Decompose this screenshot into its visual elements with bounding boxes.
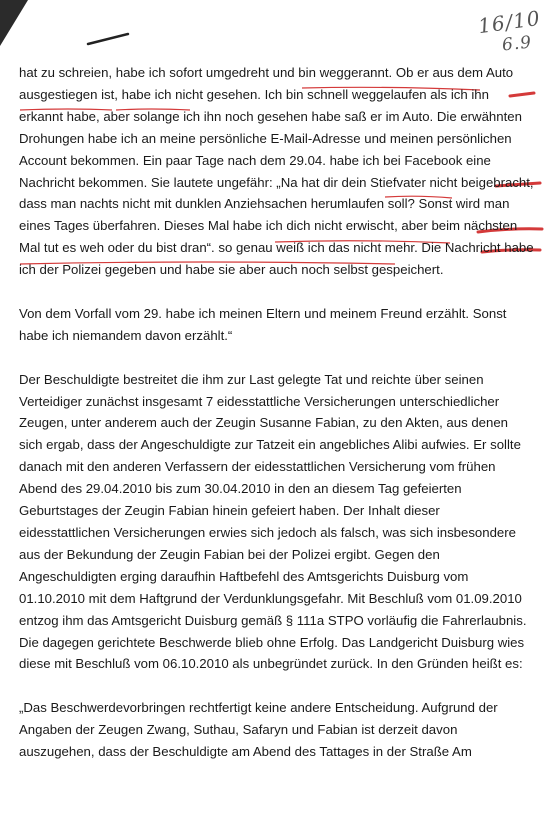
handwritten-note: 6.9 [501,32,534,56]
paragraph-incident-told: Von dem Vorfall vom 29. habe ich meinen Eltern und meinem Freund erzählt. Sonst habe ich niemandem davon erzählt.“ [19,305,507,343]
handwritten-page-number: 16/10 [476,5,543,39]
paragraph-statement-continued: hat zu schreien, habe ich sofort umgedreht und bin weggerannt. Ob er aus dem Auto ausgestiegen ist, habe ich nicht gesehen. Ich bin schnell weggelaufen als ich ihn erkannt habe, aber solange ich ihn noch gesehen habe saß er im Auto. Die erwähnten Drohungen habe ich an meine persönliche E-Mail-Adresse und meinen persönlichen Account bekommen. Ein paar Tage nach dem 29.04. habe ich bei Facebook eine Nachricht bekommen. Sie lautete ungefähr: „Na hat dir dein Stiefvater nicht beigebracht, dass man nachts nicht mit dunklen Anziehsachen herumlaufen soll? Sonst wird man eines Tages überfahren. Dieses Mal habe ich dich nicht erwischt, aber beim nächsten Mal tut es weh oder du bist dran“. so genau weiß ich das nicht mehr. Die Nachricht habe ich der Polizei gegeben und habe sie aber auch noch selbst gespeichert. [19,65,534,278]
document-body [19,62,534,763]
paragraph-defendant-alibi: Der Beschuldigte bestreitet die ihm zur Last gelegte Tat und reichte über seinen Verteidiger zunächst insgesamt 7 eidesstattliche Versicherungen unterschiedlicher Zeugen, unter anderem auch der Zeugin Susanne Fabian, zu den Akten, aus denen sich ergab, dass der Angeschuldigte zur Tatzeit ein angebliches Alibi aufwies. Er sollte danach mit den anderen Verfassern der eidesstattlichen Versicherung vom frühen Abend des 29.04.2010 bis zum 30.04.2010 in den an diesem Tag gefeierten Geburtstages der Zeugin Fabian hinein gefeiert haben. Der Inhalt dieser eidesstattlichen Versicherungen erwies sich jedoch als falsch, was sich insbesondere aus der Bekundung der Zeugin Fabian bei der Polizei ergibt. Gegen den Angeschuldigten erging daraufhin Haftbefehl des Amtsgerichts Duisburg vom 01.10.2010 mit dem Haftgrund der Verdunklungsgefahr. Mit Beschluß vom 01.09.2010 entzog ihm das Amtsgericht Duisburg gemäß § 111a STPO vorläufig die Fahrerlaubnis. Die dagegen gerichtete Beschwerde blieb ohne Erfolg. Das Landgericht Duisburg wies diese mit Beschluß vom 06.10.2010 als unbegründet zurück. In den Gründen heißt es: [19,371,527,672]
paragraph-court-quote: „Das Beschwerdevorbringen rechtfertigt keine andere Entscheidung. Aufgrund der Angaben der Zeugen Zwang, Suthau, Safaryn und Fabian ist derzeit davon auszugehen, dass der Beschuldigte am Abend des Tattages in der Straße Am [19,700,498,760]
pen-dash-top-left [88,34,128,44]
